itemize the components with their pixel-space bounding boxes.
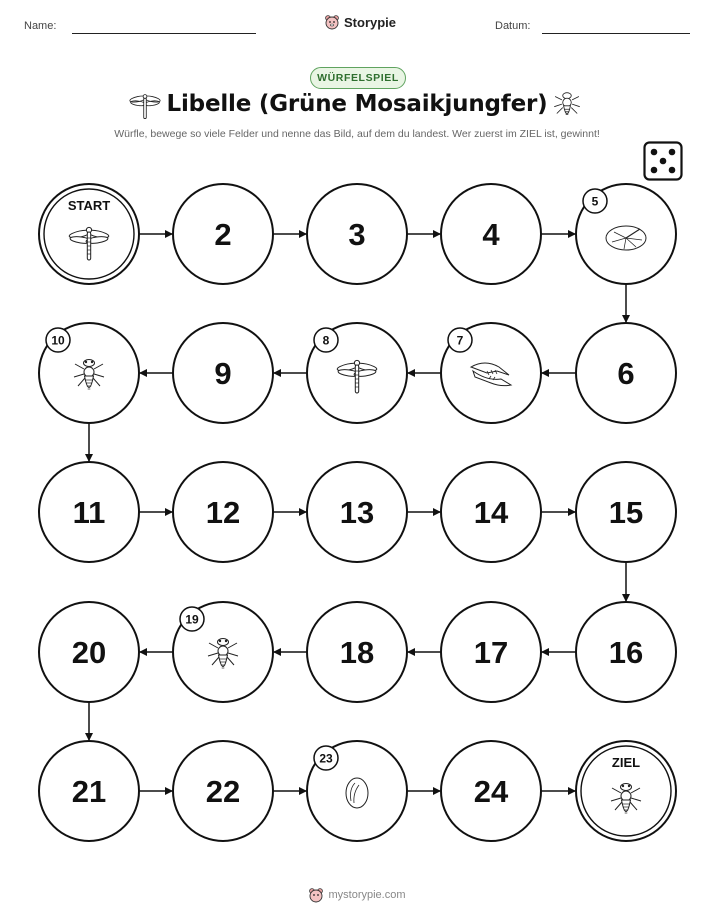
- cell-number-badge: 5: [591, 194, 599, 209]
- board-cell-ziel: [576, 741, 676, 841]
- cell-number: 3: [348, 217, 366, 252]
- board-cell-16: [576, 602, 676, 702]
- instructions: Würfle, bewege so viele Felder und nenne das Bild, auf dem du landest. Wer zuerst im ZIEL ist, gewinnt!: [114, 128, 600, 140]
- board-cell-9: [173, 323, 273, 423]
- board-cell-14: [441, 462, 541, 562]
- cell-number: 11: [72, 495, 106, 530]
- board-cell-18: [307, 602, 407, 702]
- page-title: Libelle (Grüne Mosaikjungfer): [166, 91, 548, 117]
- cell-number: 17: [473, 635, 509, 670]
- cell-number-badge: 8: [322, 333, 330, 348]
- board-cell-start: [39, 184, 139, 284]
- board-cell-12: [173, 462, 273, 562]
- board-cell-24: [441, 741, 541, 841]
- board-cell-19: [173, 602, 273, 702]
- cell-number: 4: [482, 217, 500, 252]
- cell-number: 18: [339, 635, 375, 670]
- cell-number: 20: [71, 635, 107, 670]
- cell-number: 16: [608, 635, 644, 670]
- date-label: Datum:: [495, 20, 531, 32]
- cell-number: 24: [473, 774, 509, 809]
- board-cell-15: [576, 462, 676, 562]
- game-type-badge: WÜRFELSPIEL: [310, 67, 406, 89]
- board-cell-17: [441, 602, 541, 702]
- board-cell-4: [441, 184, 541, 284]
- board-cell-8: [307, 323, 407, 423]
- cell-number: 6: [617, 356, 635, 391]
- cell-number: 2: [214, 217, 232, 252]
- board-cell-3: [307, 184, 407, 284]
- cell-number: 12: [205, 495, 241, 530]
- start-label: START: [67, 198, 111, 213]
- board-cell-2: [173, 184, 273, 284]
- cell-number: 21: [71, 774, 107, 809]
- board-cell-6: [576, 323, 676, 423]
- cell-number-badge: 10: [51, 333, 65, 348]
- cell-number-badge: 23: [319, 751, 333, 766]
- cell-number-badge: 7: [456, 333, 464, 348]
- board-cell-23: [307, 741, 407, 841]
- egg-icon: [346, 778, 368, 808]
- board-cell-10: [39, 323, 139, 423]
- board-cell-7: [441, 323, 541, 423]
- cell-number: 9: [214, 356, 232, 391]
- cell-number: 15: [608, 495, 644, 530]
- cell-number: 14: [473, 495, 509, 530]
- board-cell-21: [39, 741, 139, 841]
- board-cell-5: [576, 184, 676, 284]
- board-cell-20: [39, 602, 139, 702]
- cell-number-badge: 19: [185, 612, 199, 627]
- board-cell-13: [307, 462, 407, 562]
- cell-number: 13: [339, 495, 375, 530]
- footer: [0, 887, 714, 903]
- name-label: Name:: [24, 20, 57, 32]
- board-cell-22: [173, 741, 273, 841]
- board-cell-11: [39, 462, 139, 562]
- storypie-logo-icon: [308, 887, 324, 903]
- goal-label: ZIEL: [611, 755, 641, 770]
- cell-number: 22: [205, 774, 241, 809]
- brand-name: Storypie: [344, 14, 397, 30]
- footer-url: mystorypie.com: [328, 889, 406, 901]
- lily-pad-icon: [606, 226, 646, 250]
